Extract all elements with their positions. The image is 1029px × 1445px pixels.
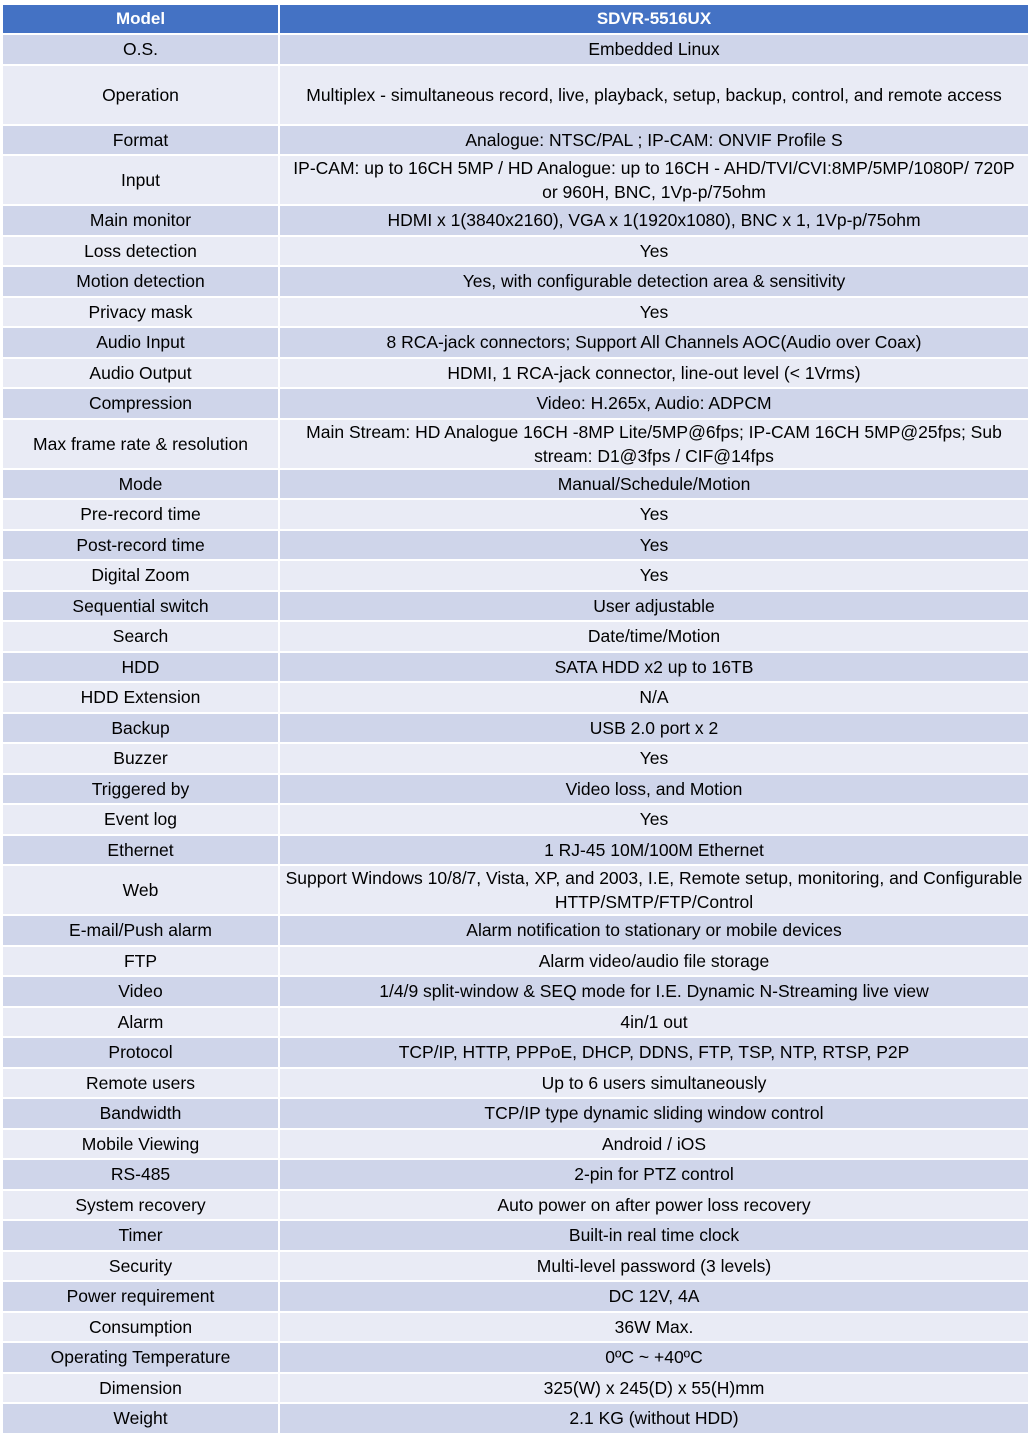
spec-value: USB 2.0 port x 2 bbox=[279, 713, 1029, 744]
table-row bbox=[2, 915, 1029, 946]
table-row bbox=[2, 419, 1029, 469]
spec-label: HDD Extension bbox=[2, 682, 279, 713]
table-row bbox=[2, 682, 1029, 713]
spec-label: Post-record time bbox=[2, 530, 279, 561]
spec-label: Input bbox=[2, 155, 279, 205]
table-row bbox=[2, 388, 1029, 419]
table-row bbox=[2, 976, 1029, 1007]
table-row bbox=[2, 266, 1029, 297]
table-row bbox=[2, 946, 1029, 977]
table-row bbox=[2, 1098, 1029, 1129]
table-row bbox=[2, 155, 1029, 205]
spec-label: Main monitor bbox=[2, 205, 279, 236]
spec-value: Yes, with configurable detection area & sensitivity bbox=[279, 266, 1029, 297]
spec-label: HDD bbox=[2, 652, 279, 683]
spec-label: Mode bbox=[2, 469, 279, 500]
spec-value: User adjustable bbox=[279, 591, 1029, 622]
spec-value: DC 12V, 4A bbox=[279, 1281, 1029, 1312]
spec-value: TCP/IP, HTTP, PPPoE, DHCP, DDNS, FTP, TSP, NTP, RTSP, P2P bbox=[279, 1037, 1029, 1068]
spec-value: Yes bbox=[279, 743, 1029, 774]
spec-label: Privacy mask bbox=[2, 297, 279, 328]
spec-label: Video bbox=[2, 976, 279, 1007]
table-row bbox=[2, 1220, 1029, 1251]
spec-value: 2-pin for PTZ control bbox=[279, 1159, 1029, 1190]
spec-value: SATA HDD x2 up to 16TB bbox=[279, 652, 1029, 683]
spec-label: Event log bbox=[2, 804, 279, 835]
table-row bbox=[2, 1159, 1029, 1190]
spec-label: Operation bbox=[2, 65, 279, 125]
table-row bbox=[2, 205, 1029, 236]
spec-value: Alarm notification to stationary or mobile devices bbox=[279, 915, 1029, 946]
spec-value: IP-CAM: up to 16CH 5MP / HD Analogue: up to 16CH - AHD/TVI/CVI:8MP/5MP/1080P/ 720P or 960H, BNC, 1Vp-p/75ohm bbox=[279, 155, 1029, 205]
spec-value: Yes bbox=[279, 499, 1029, 530]
table-row bbox=[2, 621, 1029, 652]
header-row bbox=[2, 4, 1029, 34]
spec-label: Search bbox=[2, 621, 279, 652]
spec-value: Main Stream: HD Analogue 16CH -8MP Lite/5MP@6fps; IP-CAM 16CH 5MP@25fps; Sub stream: D1@3fps / CIF@14fps bbox=[279, 419, 1029, 469]
spec-value: 325(W) x 245(D) x 55(H)mm bbox=[279, 1373, 1029, 1404]
spec-label: Mobile Viewing bbox=[2, 1129, 279, 1160]
spec-value: 1/4/9 split-window & SEQ mode for I.E. Dynamic N-Streaming live view bbox=[279, 976, 1029, 1007]
spec-label: Ethernet bbox=[2, 835, 279, 866]
spec-table bbox=[1, 3, 1029, 1435]
spec-label: Backup bbox=[2, 713, 279, 744]
spec-label: Timer bbox=[2, 1220, 279, 1251]
spec-label: Triggered by bbox=[2, 774, 279, 805]
table-row bbox=[2, 835, 1029, 866]
spec-value: Manual/Schedule/Motion bbox=[279, 469, 1029, 500]
spec-value: 2.1 KG (without HDD) bbox=[279, 1403, 1029, 1434]
table-row bbox=[2, 591, 1029, 622]
table-row bbox=[2, 327, 1029, 358]
spec-table-body bbox=[2, 34, 1029, 1434]
spec-label: Audio Input bbox=[2, 327, 279, 358]
table-row bbox=[2, 743, 1029, 774]
spec-label: Consumption bbox=[2, 1312, 279, 1343]
spec-label: Motion detection bbox=[2, 266, 279, 297]
table-row bbox=[2, 1342, 1029, 1373]
spec-value: Up to 6 users simultaneously bbox=[279, 1068, 1029, 1099]
spec-label: Format bbox=[2, 125, 279, 156]
spec-value: Support Windows 10/8/7, Vista, XP, and 2003, I.E, Remote setup, monitoring, and Configurable HTTP/SMTP/FTP/Control bbox=[279, 865, 1029, 915]
spec-label: Bandwidth bbox=[2, 1098, 279, 1129]
header-model-label: Model bbox=[2, 4, 279, 34]
spec-value: Date/time/Motion bbox=[279, 621, 1029, 652]
spec-label: Max frame rate & resolution bbox=[2, 419, 279, 469]
spec-label: System recovery bbox=[2, 1190, 279, 1221]
table-row bbox=[2, 125, 1029, 156]
table-row bbox=[2, 560, 1029, 591]
table-row bbox=[2, 65, 1029, 125]
table-row bbox=[2, 1251, 1029, 1282]
table-row bbox=[2, 1068, 1029, 1099]
spec-value: TCP/IP type dynamic sliding window control bbox=[279, 1098, 1029, 1129]
spec-value: Video: H.265x, Audio: ADPCM bbox=[279, 388, 1029, 419]
table-row bbox=[2, 1129, 1029, 1160]
spec-value: Yes bbox=[279, 804, 1029, 835]
spec-label: Sequential switch bbox=[2, 591, 279, 622]
spec-label: Web bbox=[2, 865, 279, 915]
table-row bbox=[2, 34, 1029, 65]
spec-label: O.S. bbox=[2, 34, 279, 65]
spec-label: Digital Zoom bbox=[2, 560, 279, 591]
spec-label: RS-485 bbox=[2, 1159, 279, 1190]
table-row bbox=[2, 1190, 1029, 1221]
spec-label: E-mail/Push alarm bbox=[2, 915, 279, 946]
spec-label: Security bbox=[2, 1251, 279, 1282]
table-row bbox=[2, 499, 1029, 530]
table-row bbox=[2, 652, 1029, 683]
spec-value: Built-in real time clock bbox=[279, 1220, 1029, 1251]
table-row bbox=[2, 297, 1029, 328]
spec-value: 0ºC ~ +40ºC bbox=[279, 1342, 1029, 1373]
spec-value: HDMI x 1(3840x2160), VGA x 1(1920x1080), BNC x 1, 1Vp-p/75ohm bbox=[279, 205, 1029, 236]
table-row bbox=[2, 1037, 1029, 1068]
spec-label: Pre-record time bbox=[2, 499, 279, 530]
spec-value: Multi-level password (3 levels) bbox=[279, 1251, 1029, 1282]
spec-label: Compression bbox=[2, 388, 279, 419]
spec-label: Loss detection bbox=[2, 236, 279, 267]
table-row bbox=[2, 1281, 1029, 1312]
table-row bbox=[2, 358, 1029, 389]
spec-label: Weight bbox=[2, 1403, 279, 1434]
table-row bbox=[2, 1373, 1029, 1404]
spec-label: Operating Temperature bbox=[2, 1342, 279, 1373]
spec-label: Protocol bbox=[2, 1037, 279, 1068]
table-row bbox=[2, 1403, 1029, 1434]
spec-value: Embedded Linux bbox=[279, 34, 1029, 65]
spec-value: HDMI, 1 RCA-jack connector, line-out level (< 1Vrms) bbox=[279, 358, 1029, 389]
spec-value: 8 RCA-jack connectors; Support All Channels AOC(Audio over Coax) bbox=[279, 327, 1029, 358]
spec-value: 36W Max. bbox=[279, 1312, 1029, 1343]
spec-value: Yes bbox=[279, 530, 1029, 561]
spec-label: Audio Output bbox=[2, 358, 279, 389]
spec-value: Yes bbox=[279, 297, 1029, 328]
table-row bbox=[2, 1007, 1029, 1038]
spec-value: Video loss, and Motion bbox=[279, 774, 1029, 805]
spec-value: Analogue: NTSC/PAL ; IP-CAM: ONVIF Profile S bbox=[279, 125, 1029, 156]
spec-label: Dimension bbox=[2, 1373, 279, 1404]
spec-label: Buzzer bbox=[2, 743, 279, 774]
spec-value: Multiplex - simultaneous record, live, playback, setup, backup, control, and remote access bbox=[279, 65, 1029, 125]
table-row bbox=[2, 774, 1029, 805]
spec-label: FTP bbox=[2, 946, 279, 977]
table-row bbox=[2, 236, 1029, 267]
table-row bbox=[2, 804, 1029, 835]
spec-value: 4in/1 out bbox=[279, 1007, 1029, 1038]
table-row bbox=[2, 469, 1029, 500]
header-model-value: SDVR-5516UX bbox=[279, 4, 1029, 34]
spec-value: Yes bbox=[279, 560, 1029, 591]
spec-value: Auto power on after power loss recovery bbox=[279, 1190, 1029, 1221]
table-row bbox=[2, 713, 1029, 744]
table-row bbox=[2, 865, 1029, 915]
spec-value: Yes bbox=[279, 236, 1029, 267]
table-row bbox=[2, 1312, 1029, 1343]
spec-label: Alarm bbox=[2, 1007, 279, 1038]
spec-value: Android / iOS bbox=[279, 1129, 1029, 1160]
spec-value: Alarm video/audio file storage bbox=[279, 946, 1029, 977]
spec-value: 1 RJ-45 10M/100M Ethernet bbox=[279, 835, 1029, 866]
table-row bbox=[2, 530, 1029, 561]
spec-value: N/A bbox=[279, 682, 1029, 713]
spec-label: Remote users bbox=[2, 1068, 279, 1099]
spec-label: Power requirement bbox=[2, 1281, 279, 1312]
